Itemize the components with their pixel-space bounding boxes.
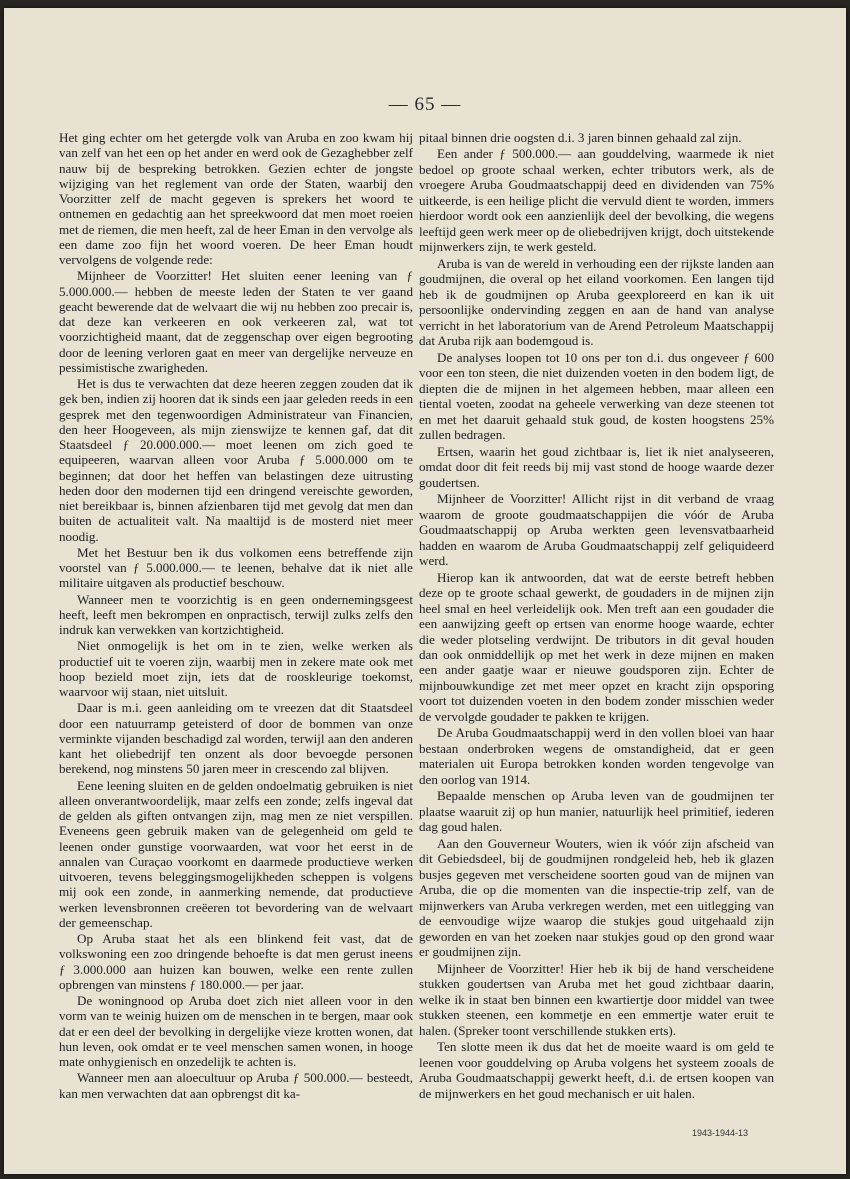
paragraph: Mijnheer de Voorzitter! Hier heb ik bij de hand verscheidene stukken goudertsen van Aruba met het goud zichtbaar daarin, welke ik in staat ben binnen een kwartiertje door middel van twee stukken steenen, een kommetje en een emmertje water eruit te halen. (Spreker toont verschillende stukken erts). xyxy=(419,960,774,1038)
paragraph: Ertsen, waarin het goud zichtbaar is, liet ik niet analyseeren, omdat door dit feit reeds bij mij vast stond de hooge waarde dezer goudertsen. xyxy=(419,443,774,490)
page-number: — 65 — xyxy=(388,94,462,115)
paragraph: Mijnheer de Voorzitter! Het sluiten eener leening van ƒ 5.000.000.— hebben de meeste leden der Staten te ver gaand geacht bewerende dat de welvaart die wij nu hebben zoo precair is, dat deze kan verkeeren en ook verkeeren zal, wat tot voorzichtigheid maant, dat de zeggenschap over eigen begrooting door de leening verloren gaat en meer van dergelijke nerveuze en pessimistische zwarigheden. xyxy=(59,268,413,375)
paragraph: Niet onmogelijk is het om in te zien, welke werken als productief uit te voeren zijn, waarbij men in zekere mate ook met hoop bezield moet zijn, iets dat de rooskleurige toekomst, waarvoor wij staan, niet uitsluit. xyxy=(59,638,413,699)
paragraph: De Aruba Goudmaatschappij werd in den vollen bloei van haar bestaan onderbroken wegens de omstandigheid, dat er geen materialen uit Europa betrokken konden worden tengevolge van den oorlog van 1914. xyxy=(419,725,774,787)
paragraph: Hierop kan ik antwoorden, dat wat de eerste betreft hebben deze op te groote schaal gewerkt, de goudaders in de mijnen zijn heel smal en heel verleidelijk ook. Men treft aan een goudader die een aanwijzing geeft op ertsen van enorme hooge waarde, echter die weder plotseling verdwijnt. De tributors in dit geval houden dan ook onmiddellijk op met het werk in deze mijnen en maken een ander gaatje waar er nieuwe goudsporen zijn. Echter de mijnbouwkundige zet met meer opzet en kracht zijn opsporing voort tot duizenden voeten in den bodem zonder misschien weder de vervolgde goudader te pakken te krijgen. xyxy=(419,569,774,724)
paragraph: De woningnood op Aruba doet zich niet alleen voor in den vorm van te weinig huizen om de menschen in te bergen, maar ook dat er een deel der bevolking in dergelijke vieze krotten wonen, dat hun leven, ook omdat er te veel menschen samen wonen, in hooge mate onhygienisch en onzedelijk te achten is. xyxy=(59,993,413,1069)
paragraph: Met het Bestuur ben ik dus volkomen eens betreffende zijn voorstel van ƒ 5.000.000.— te leenen, behalve dat ik niet alle militaire uitgaven als productief beschouw. xyxy=(59,544,413,591)
paragraph: Het is dus te verwachten dat deze heeren zeggen zouden dat ik gek ben, indien zij hooren dat ik sinds een jaar geleden reeds in een gesprek met den tegenwoordigen Administrateur van Financien, den heer Hoogeveen, als mijn zienswijze te kennen gaf, dat dit Staatsdeel ƒ 20.000.000.— moet leenen om zich goed te equipeeren, waarvan alleen voor Aruba ƒ 5.000.000 om te beginnen; dat door het heffen van belastingen deze uitrusting heden door den modernen tijd een dringend vereischte geworden, niet bereikbaar is, binnen afzienbaren tijd met gevolg dat men dan buiten de actualiteit valt. Na maaltijd is de mosterd niet meer noodig. xyxy=(59,376,413,544)
paragraph: Daar is m.i. geen aanleiding om te vreezen dat dit Staatsdeel door een natuurramp geteisterd of door de bommen van onze verminkte vijanden beschadigd zal worden, terwijl aan den anderen kant het oliebedrijf ten onzent als door bevoegde personen berekend, nog minstens 50 jaren meer in crescendo zal blijven. xyxy=(59,700,413,777)
right-column xyxy=(419,130,774,1102)
paragraph: Bepaalde menschen op Aruba leven van de goudmijnen ter plaatse waaruit zij op hun manier, natuurlijk heel primitief, iederen dag goud halen. xyxy=(419,788,774,835)
left-column xyxy=(59,130,413,1102)
document-page xyxy=(4,8,846,1174)
paragraph: Het ging echter om het getergde volk van Aruba en zoo kwam hij van zelf van het een op het ander en werd ook de Gezaghebber zelf nauw bij de bespreking betrokken. Gezien echter de jongste wijziging van het reglement van orde der Staten, waarbij den Voorzitter zelf de macht gegeven is sprekers het woord te ontnemen en gedachtig aan het spreekwoord dat men moet roeien met de riemen, die men heeft, zal de heer Eman in den vervolge als een dame zoo fijn het woord voeren. De heer Eman houdt vervolgens de volgende rede: xyxy=(59,130,413,267)
paragraph: Aruba is van de wereld in verhouding een der rijkste landen aan goudmijnen, die overal op het eiland voorkomen. Een langen tijd heb ik de goudmijnen op Aruba geexploreerd en kan ik uit persoonlijke ondervinding zeggen en aan de hand van analyse verricht in het laboratorium van de Arend Petroleum Maatschappij dat Aruba rijk aan bodemgoud is. xyxy=(419,255,774,349)
paragraph: Mijnheer de Voorzitter! Allicht rijst in dit verband de vraag waarom de groote goudmaatschappijen die vóór de Aruba Goudmaatschappij op Aruba werkten geen levensvatbaarheid hadden en waarom de Aruba Goudmaatschappij zelf geliquideerd werd. xyxy=(419,491,774,569)
paragraph: Wanneer men aan aloecultuur op Aruba ƒ 500.000.— besteedt, kan men verwachten dat aan opbrengst dit ka- xyxy=(59,1070,413,1101)
paragraph: Wanneer men te voorzichtig is en geen ondernemingsgeest heeft, leeft men bekrompen en onpractisch, terwijl zulks zelfs den indruk kan verwekken van kortzichtigheid. xyxy=(59,591,413,637)
footer-code: 1943-1944-13 xyxy=(692,1128,749,1138)
paragraph: De analyses loopen tot 10 ons per ton d.i. dus ongeveer ƒ 600 voor een ton steen, die niet duizenden voeten in den bodem ligt, de diepten die de mijnen in het algemeen hebben, maar alleen een tiental voeten, zoodat na geheele verwerking van deze steenen tot en met het daaruit gehaald stuk goud, de kosten hoogstens 25% zullen bedragen. xyxy=(419,349,774,443)
paragraph: Eene leening sluiten en de gelden ondoelmatig gebruiken is niet alleen onverantwoordelijk, maar zelfs een zonde; zelfs ingeval dat de gelden als giften ontvangen zijn, mag men ze niet verspillen. Eveneens geen gebruik maken van de gelegenheid om geld te leenen onder gunstige voorwaarden, wat voor het eerst in de annalen van Curaçao voorkomt en daarmede productieve werken uitvoeren, tevens beleggingsmogelijkheden scheppen is volgens mij ook een zonde, in aanmerking nemende, dat productieve werken levensbronnen creëeren tot bevordering van de welvaart der gemeenschap. xyxy=(59,777,413,930)
paragraph: Een ander ƒ 500.000.— aan gouddelving, waarmede ik niet bedoel op groote schaal werken, echter tributors werk, als de vroegere Aruba Goudmaatschappij deed en dividenden van 75% uitkeerde, is een heilige plicht die vervuld dient te worden, immers hierdoor wordt ook een aanzienlijk deel der bevolking, die wegens leeftijd geen werk meer op de oliebedrijven krijgt, doch uitstekende mijnwerkers zijn, te werk gesteld. xyxy=(419,146,774,255)
paragraph: Aan den Gouverneur Wouters, wien ik vóór zijn afscheid van dit Gebiedsdeel, bij de goudmijnen rondgeleid heb, heb ik glazen busjes gegeven met verscheidene soorten goud van de mijnen van Aruba, die op die momenten van die inspectie-trip zelf, van de mijnwerkers van Aruba verkregen werden, met een uitlegging van de eenvoudige wijze waarop die stukjes goud uitgehaald zijn geworden en van het zoeken naar stukjes goud op den grond waar er goudmijnen zijn. xyxy=(419,835,774,960)
paragraph: Op Aruba staat het als een blinkend feit vast, dat de volkswoning een zoo dringende behoefte is dat men gerust ineens ƒ 3.000.000 aan huizen kan bouwen, welke een rente zullen opbrengen van minstens ƒ 180.000.— per jaar. xyxy=(59,931,413,992)
paragraph: Ten slotte meen ik dus dat het de moeite waard is om geld te leenen voor gouddelving op Aruba volgens het systeem zooals de Aruba Goudmaatschappij gewerkt heeft, d.i. de ertsen koopen van de mijnwerkers en het goud mechanisch er uit halen. xyxy=(419,1039,774,1101)
paragraph: pitaal binnen drie oogsten d.i. 3 jaren binnen gehaald zal zijn. xyxy=(419,130,742,145)
